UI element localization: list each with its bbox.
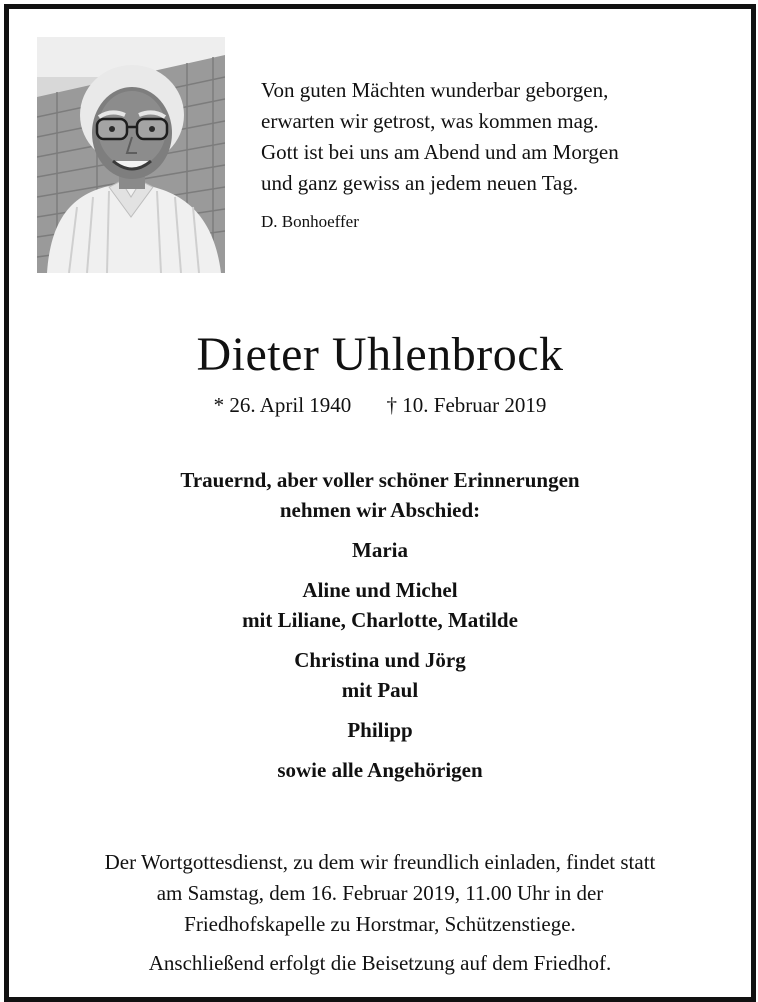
birth-date: * 26. April 1940 <box>213 393 352 417</box>
bonhoeffer-quote <box>261 75 731 233</box>
quote-line: Gott ist bei uns am Abend und am Morgen <box>261 140 619 164</box>
mourners-closing: sowie alle Angehörigen <box>277 758 483 782</box>
quote-line: erwarten wir getrost, was kommen mag. <box>261 109 599 133</box>
quote-author: D. Bonhoeffer <box>261 212 359 231</box>
service-line: am Samstag, dem 16. Februar 2019, 11.00 Uhr in der <box>156 881 604 905</box>
mourning-intro-line: nehmen wir Abschied: <box>279 498 481 522</box>
mourning-intro-line: Trauernd, aber voller schöner Erinnerungen <box>180 468 580 492</box>
mourner-name: Maria <box>352 538 408 562</box>
service-line: Der Wortgottesdienst, zu dem wir freundlich einladen, findet statt <box>104 850 656 874</box>
deceased-name: Dieter Uhlenbrock <box>196 328 564 381</box>
quote-line: und ganz gewiss an jedem neuen Tag. <box>261 171 579 195</box>
service-notice <box>9 847 751 979</box>
mourners-block <box>9 465 751 785</box>
obituary-frame <box>4 4 756 1002</box>
portrait-illustration <box>37 37 225 273</box>
portrait-photo <box>37 37 225 273</box>
quote-line: Von guten Mächten wunderbar geborgen, <box>261 78 609 102</box>
burial-line: Anschließend erfolgt die Beisetzung auf dem Friedhof. <box>148 951 612 975</box>
mourner-name: Aline und Michel <box>302 578 458 602</box>
death-date: † 10. Februar 2019 <box>386 393 547 417</box>
mourner-name: Christina und Jörg <box>294 648 466 672</box>
mourner-children: mit Paul <box>341 678 419 702</box>
mourner-name: Philipp <box>347 718 413 742</box>
life-dates <box>9 391 751 419</box>
mourner-children: mit Liliane, Charlotte, Matilde <box>242 608 518 632</box>
service-line: Friedhofskapelle zu Horstmar, Schützenstiege. <box>184 912 576 936</box>
